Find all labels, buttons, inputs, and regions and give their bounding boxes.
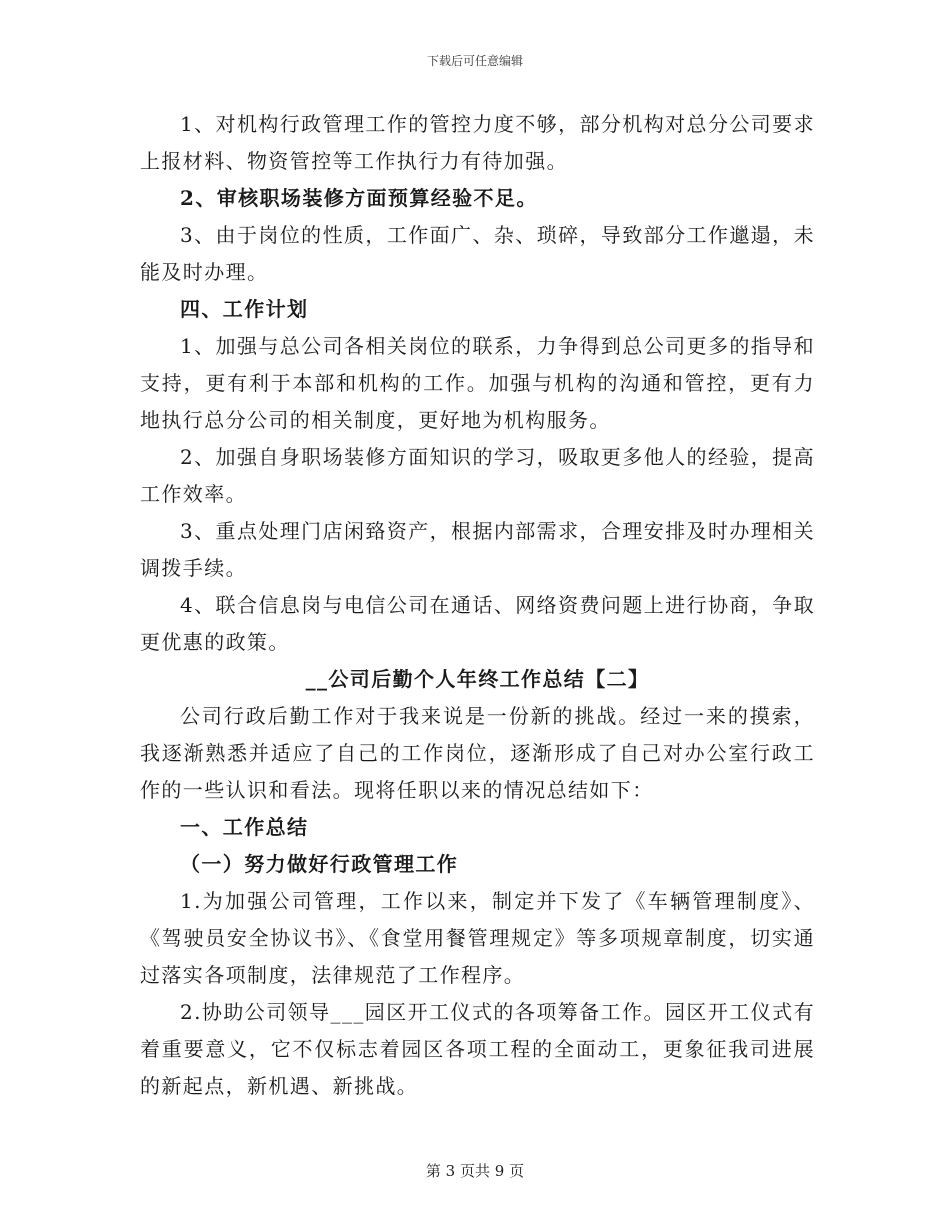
paragraph: 3、由于岗位的性质，工作面广、杂、琐碎，导致部分工作邋遢，未能及时办理。 xyxy=(140,223,815,284)
section-heading: 一、工作总结 xyxy=(180,815,309,839)
paragraph: 1.为加强公司管理，工作以来，制定并下发了《车辆管理制度》、《驾驶员安全协议书》、《食堂用餐管理规定》等多项规章制度，切实通过落实各项制度，法律规范了工作程序。 xyxy=(140,889,815,987)
document-subtitle: __公司后勤个人年终工作总结【二】 xyxy=(305,667,650,691)
paragraph: 4、联合信息岗与电信公司在通话、网络资费问题上进行协商，争取更优惠的政策。 xyxy=(140,593,815,654)
paragraph: 公司行政后勤工作对于我来说是一份新的挑战。经过一来的摸索，我逐渐熟悉并适应了自己的工作岗位，逐渐形成了自己对办公室行政工作的一些认识和看法。现将任职以来的情况总结如下： xyxy=(140,704,815,802)
page-footer: 第 3 页共 9 页 xyxy=(425,1162,525,1180)
paragraph: 1、加强与总公司各相关岗位的联系，力争得到总公司更多的指导和支持，更有利于本部和机构的工作。加强与机构的沟通和管控，更有力地执行总分公司的相关制度，更好地为机构服务。 xyxy=(140,334,815,432)
paragraph: 2.协助公司领导___园区开工仪式的各项筹备工作。园区开工仪式有着重要意义，它不仅标志着园区各项工程的全面动工，更象征我司进展的新起点，新机遇、新挑战。 xyxy=(140,1000,815,1098)
page-header: 下载后可任意编辑 xyxy=(426,54,523,68)
subsection-heading: （一）努力做好行政管理工作 xyxy=(180,852,459,876)
paragraph: 2、加强自身职场装修方面知识的学习，吸取更多他人的经验，提高工作效率。 xyxy=(140,445,815,506)
document-body xyxy=(140,106,815,1105)
paragraph: 2、审核职场装修方面预算经验不足。 xyxy=(180,186,538,210)
paragraph: 3、重点处理门店闲臵资产，根据内部需求，合理安排及时办理相关调拨手续。 xyxy=(140,519,815,580)
section-heading: 四、工作计划 xyxy=(180,297,309,321)
paragraph: 1、对机构行政管理工作的管控力度不够，部分机构对总分公司要求上报材料、物资管控等工作执行力有待加强。 xyxy=(140,112,815,173)
